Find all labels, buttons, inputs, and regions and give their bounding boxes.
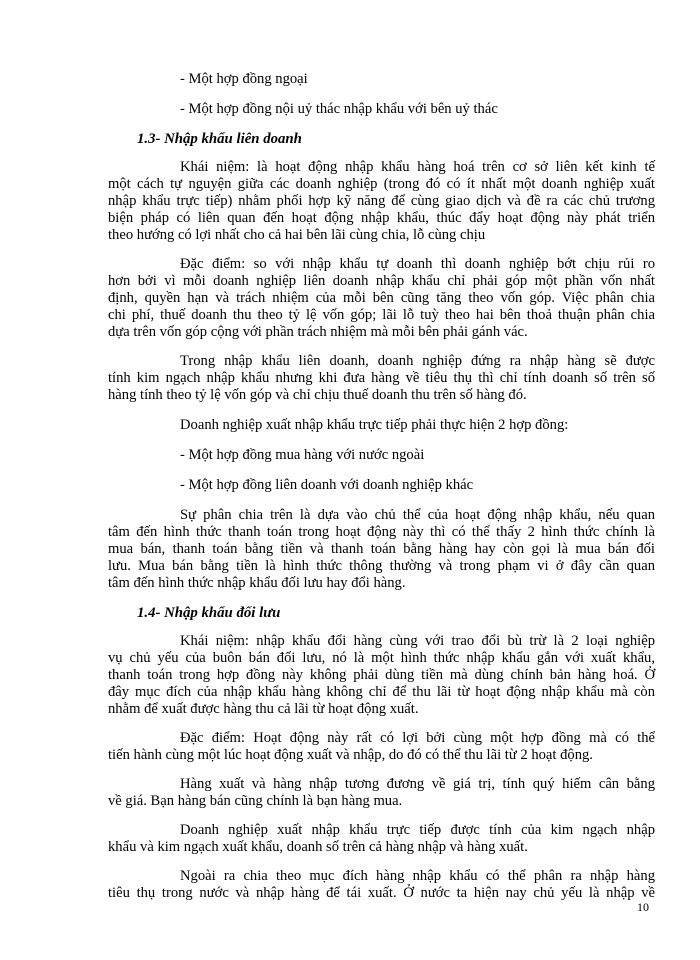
paragraph-line: định, quyền hạn và trách nhiệm của mỗi bên cũng tăng theo vốn góp. Việc phân chia [108,290,655,306]
paragraph-line: hàng tính theo tỷ lệ vốn góp và chỉ chịu thuế doanh thu trên số hàng đó. [108,387,527,403]
paragraph-line: thanh toán trong hợp đồng này không phải dùng tiền mà dùng chính bản hàng hoá. Ở [108,667,655,683]
paragraph-line: khẩu và kim ngạch xuất khẩu, doanh số trên cả hàng nhập và hàng xuất. [108,839,528,855]
section-heading: 1.4- Nhập khẩu đối lưu [137,605,281,621]
paragraph-line: Doanh nghiệp xuất nhập khẩu trực tiếp được tính của kim ngạch nhập [180,822,655,838]
paragraph-line: Đặc điểm: so với nhập khẩu tự doanh thì doanh nghiệp bớt chịu rủi ro [180,256,655,272]
paragraph-line: theo hướng có lợi nhất cho cả hai bên lãi cùng chia, lỗ cùng chịu [108,227,486,243]
paragraph-line: một cách tự nguyện giữa các doanh nghiệp (trong đó có ít nhất một doanh nghiệp xuất [108,176,655,192]
list-item: - Một hợp đồng mua hàng với nước ngoài [180,447,425,463]
paragraph-line: tiêu thụ trong nước và nhập hàng để tái xuất. Ở nước ta hiện nay chủ yếu là nhập về [108,885,655,901]
paragraph-line: đây mục đích của nhập khẩu hàng không chỉ để thu lãi từ hoạt động nhập khẩu mà còn [108,684,655,700]
list-item: - Một hợp đồng nội uỷ thác nhập khẩu với bên uỷ thác [180,101,498,117]
paragraph-line: Ngoài ra chia theo mục đích hàng nhập khẩu có thể phân ra nhập hàng [180,868,655,884]
section-heading: 1.3- Nhập khẩu liên doanh [137,131,302,147]
paragraph-line: Khái niệm: là hoạt động nhập khẩu hàng hoá trên cơ sở liên kết kinh tế [180,159,655,175]
paragraph-line: về giá. Bạn hàng bán cũng chính là bạn hàng mua. [108,793,403,809]
paragraph-line: Doanh nghiệp xuất nhập khẩu trực tiếp phải thực hiện 2 hợp đồng: [180,417,569,433]
paragraph-line: lưu. Mua bán bằng tiền là hình thức thông thường và trong phạm vi ở đây cần quan [108,558,655,574]
paragraph-line: chi phí, thuế doanh thu theo tỷ lệ vốn góp; lãi lỗ tuỳ theo hai bên thoả thuận phân chia [108,307,655,323]
paragraph-line: biện pháp có liên quan đến hoạt động nhập khẩu, thúc đẩy hoạt động này phát triển [108,210,655,226]
list-item: - Một hợp đồng ngoại [180,71,308,87]
paragraph-line: tiến hành cùng một lúc hoạt động xuất và nhập, do đó có thể thu lãi từ 2 hoạt động. [108,747,593,763]
paragraph-line: Khái niệm: nhập khẩu đổi hàng cùng với trao đổi bù trừ là 2 loại nghiệp [180,633,655,649]
paragraph-line: vụ chủ yếu của buôn bán đối lưu, nó là một hình thức nhập khẩu gắn với xuất khẩu, [108,650,655,666]
paragraph-line: tâm đến hình thức thanh toán trong hoạt động này thì có thể thấy 2 hình thức chính là [108,524,655,540]
paragraph-line: tính kim ngạch nhập khẩu nhưng khi đưa hàng về tiêu thụ thì chỉ tính doanh số trên số [108,370,655,386]
paragraph-line: Trong nhập khẩu liên doanh, doanh nghiệp đứng ra nhập hàng sẽ được [180,353,655,369]
paragraph-line: mua bán, thanh toán bằng tiền và thanh toán bằng hàng hay còn gọi là mua bán đối [108,541,655,557]
page-number: 10 [637,900,649,914]
paragraph-line: nhập khẩu trực tiếp) nhằm phối hợp kỹ năng để cùng giao dịch và đề ra các chủ trương [108,193,655,209]
list-item: - Một hợp đồng liên doanh với doanh nghiệp khác [180,477,474,493]
paragraph-line: tâm đến hình thức nhập khẩu đối lưu hay đổi hàng. [108,575,406,591]
paragraph-line: hơn bởi vì mỗi doanh nghiệp liên doanh nhập khẩu chỉ phải góp một phần vốn nhất [108,273,655,289]
paragraph-line: Sự phân chia trên là dựa vào chủ thể của hoạt động nhập khẩu, nếu quan [180,507,655,523]
paragraph-line: Đặc điểm: Hoạt động này rất có lợi bởi cùng một hợp đồng mà có thể [180,730,655,746]
paragraph-line: Hàng xuất và hàng nhập tương đương về giá trị, tính quý hiếm cân bằng [180,776,655,792]
paragraph-line: nhằm để xuất được hàng thu cả lãi từ hoạt động xuất. [108,701,419,717]
paragraph-line: dựa trên vốn góp cộng với phần trách nhiệm mà mỗi bên phải gánh vác. [108,324,528,340]
